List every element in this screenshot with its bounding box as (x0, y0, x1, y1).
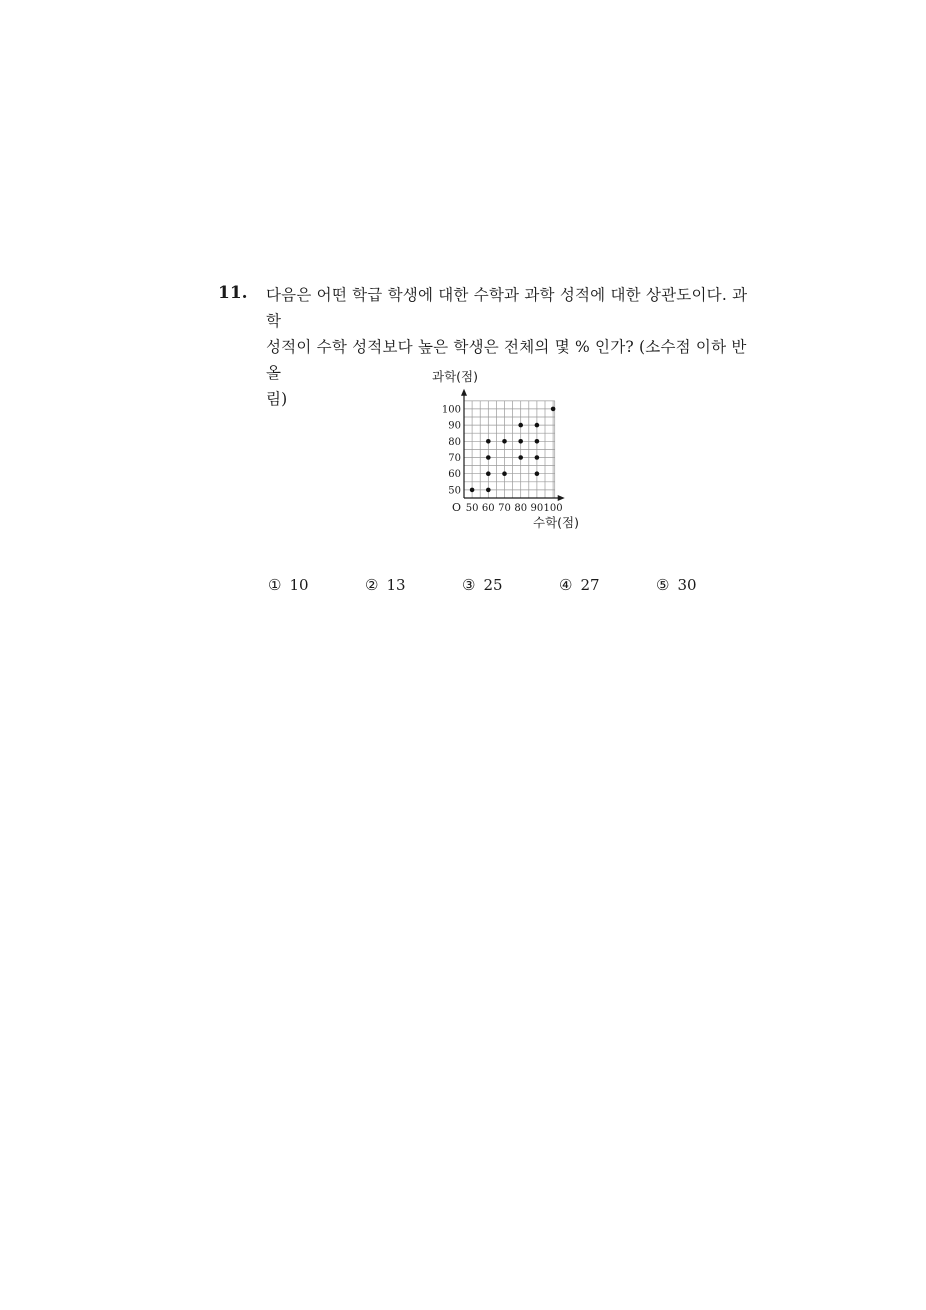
data-point (486, 471, 491, 476)
scatter-chart (418, 364, 608, 539)
choice-mark: ③ (462, 576, 476, 594)
choice-mark: ② (365, 576, 379, 594)
y-tick-label: 60 (448, 469, 461, 481)
choice-5[interactable] (656, 576, 697, 594)
data-point (518, 423, 523, 428)
choice-value: 13 (386, 576, 406, 594)
origin-label: O (452, 501, 462, 514)
x-tick-label: 60 (481, 503, 495, 514)
data-point (502, 471, 507, 476)
data-point (535, 471, 540, 476)
data-point (518, 455, 523, 460)
choice-mark: ④ (559, 576, 573, 594)
data-point (470, 488, 475, 493)
y-tick-label: 100 (441, 404, 461, 416)
data-point (486, 439, 491, 444)
y-axis-label: 과학(점) (432, 369, 478, 384)
choice-mark: ① (268, 576, 282, 594)
data-point (535, 423, 540, 428)
y-tick-label: 90 (448, 420, 461, 432)
x-tick-label: 90 (530, 503, 544, 514)
choice-mark: ⑤ (656, 576, 670, 594)
choice-4[interactable] (559, 576, 600, 594)
y-tick-label: 80 (448, 436, 461, 448)
choice-1[interactable] (268, 576, 309, 594)
x-tick-label: 80 (514, 503, 528, 514)
x-tick-label: 70 (498, 503, 511, 514)
y-tick-label: 50 (448, 485, 461, 497)
data-point (486, 455, 491, 460)
choice-value: 27 (580, 576, 600, 594)
x-axis-label: 수학(점) (533, 515, 579, 530)
answer-choices (268, 576, 768, 600)
data-point (535, 439, 540, 444)
y-tick-label: 70 (448, 453, 461, 464)
data-point (502, 439, 507, 444)
data-point (486, 488, 491, 493)
scatter-chart-svg (418, 364, 608, 539)
data-point (551, 407, 556, 412)
data-point (518, 439, 523, 444)
choice-3[interactable] (462, 576, 503, 594)
choice-value: 30 (677, 576, 697, 594)
question-text: 다음은 어떤 학급 학생에 대한 수학과 과학 성적에 대한 상관도이다. 과학 성적이 수학 성적보다 높은 학생은 전체의 몇 % 인가? (소수점 이하 반올 림) (266, 286, 748, 408)
data-point (535, 455, 540, 460)
x-tick-label: 50 (465, 503, 479, 514)
choice-value: 25 (483, 576, 503, 594)
y-axis-arrow (461, 389, 467, 396)
choice-value: 10 (289, 576, 309, 594)
x-axis-arrow (558, 495, 565, 501)
question-number: 11. (218, 283, 248, 303)
x-tick-label: 100 (543, 503, 563, 514)
choice-2[interactable] (365, 576, 406, 594)
